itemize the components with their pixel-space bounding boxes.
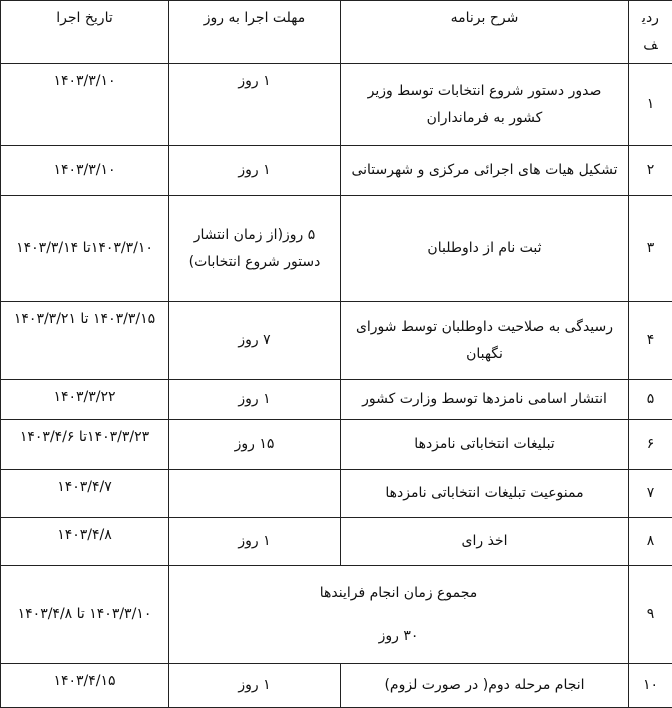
summary-duration: ۳۰ روز	[177, 623, 620, 650]
header-date: تاریخ اجرا	[1, 1, 169, 64]
row-duration: ۱ روز	[169, 64, 341, 146]
row-number: ۵	[629, 380, 672, 420]
summary-row	[1, 566, 672, 664]
row-description: تشکیل هیات های اجرائی مرکزی و شهرستانی	[341, 146, 629, 196]
header-description: شرح برنامه	[341, 1, 629, 64]
table-row	[1, 518, 672, 566]
summary-title: مجموع زمان انجام فرایندها	[177, 580, 620, 607]
header-row-number: ردیف	[629, 1, 672, 64]
row-duration: ۱ روز	[169, 380, 341, 420]
row-number: ۸	[629, 518, 672, 566]
row-date: ۱۴۰۳/۳/۱۵ تا ۱۴۰۳/۳/۲۱	[1, 302, 169, 380]
row-duration: ۱ روز	[169, 518, 341, 566]
row-description: اخذ رای	[341, 518, 629, 566]
row-date: ۱۴۰۳/۳/۱۰تا ۱۴۰۳/۳/۱۴	[1, 196, 169, 302]
table-row	[1, 380, 672, 420]
row-number: ۳	[629, 196, 672, 302]
row-duration: ۵ روز(از زمان انتشار دستور شروع انتخابات)	[169, 196, 341, 302]
row-date: ۱۴۰۳/۳/۱۰	[1, 64, 169, 146]
row-number: ۷	[629, 470, 672, 518]
row-date: ۱۴۰۳/۳/۱۰ تا ۱۴۰۳/۴/۸	[1, 566, 169, 664]
table-row	[1, 470, 672, 518]
row-date: ۱۴۰۳/۴/۸	[1, 518, 169, 566]
row-date: ۱۴۰۳/۴/۷	[1, 470, 169, 518]
row-date: ۱۴۰۳/۳/۲۲	[1, 380, 169, 420]
table-row	[1, 664, 672, 708]
row-duration: ۷ روز	[169, 302, 341, 380]
row-number: ۲	[629, 146, 672, 196]
row-number: ۱۰	[629, 664, 672, 708]
row-date: ۱۴۰۳/۳/۲۳تا ۱۴۰۳/۴/۶	[1, 420, 169, 470]
table-row	[1, 64, 672, 146]
row-number: ۱	[629, 64, 672, 146]
header-row	[1, 1, 672, 64]
row-description: صدور دستور شروع انتخابات توسط وزیر کشور به فرمانداران	[341, 64, 629, 146]
summary-cell	[169, 566, 629, 664]
row-description: تبلیغات انتخاباتی نامزدها	[341, 420, 629, 470]
row-duration: ۱ روز	[169, 146, 341, 196]
row-description: ثبت نام از داوطلبان	[341, 196, 629, 302]
table-row	[1, 302, 672, 380]
row-description: انتشار اسامی نامزدها توسط وزارت کشور	[341, 380, 629, 420]
table-row	[1, 146, 672, 196]
table-row	[1, 196, 672, 302]
row-date: ۱۴۰۳/۳/۱۰	[1, 146, 169, 196]
row-duration: ۱ روز	[169, 664, 341, 708]
row-number: ۶	[629, 420, 672, 470]
row-number: ۹	[629, 566, 672, 664]
row-description: انجام مرحله دوم( در صورت لزوم)	[341, 664, 629, 708]
row-number: ۴	[629, 302, 672, 380]
row-duration	[169, 470, 341, 518]
row-date: ۱۴۰۳/۴/۱۵	[1, 664, 169, 708]
row-duration: ۱۵ روز	[169, 420, 341, 470]
row-description: ممنوعیت تبلیغات انتخاباتی نامزدها	[341, 470, 629, 518]
table-row	[1, 420, 672, 470]
row-description: رسیدگی به صلاحیت داوطلبان توسط شورای نگهبان	[341, 302, 629, 380]
header-duration: مهلت اجرا به روز	[169, 1, 341, 64]
